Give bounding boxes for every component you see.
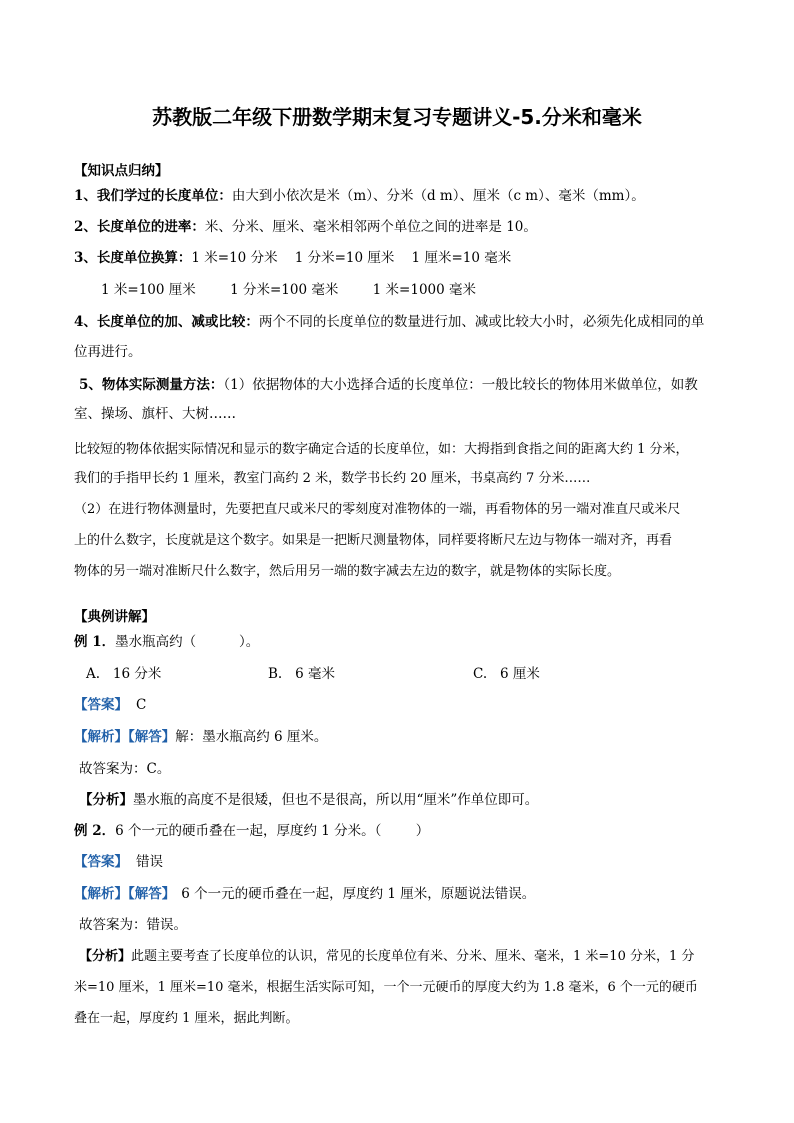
knowledge-point-1-text: 由大到小依次是米（m）、分米（d m）、厘米（c m）、毫米（mm）。 [231, 188, 645, 204]
knowledge-point-5 [79, 376, 698, 394]
knowledge-point-5-line-2: 室、操场、旗杆、大树…… [74, 406, 236, 422]
knowledge-point-5-label: 5、物体实际测量方法： [79, 377, 224, 393]
example-1-analysis-tag: 【解析】【解答】 [74, 729, 176, 745]
knowledge-point-4-text: 两个不同的长度单位的数量进行加、减或比较大小时，必须先化成相同的单 [258, 314, 705, 330]
example-2-label: 例 2． [74, 823, 116, 839]
example-2-fenxi-text: 此题主要考查了长度单位的认识，常见的长度单位有米、分米、厘米、毫米，1 米=10 分米，1 分 [131, 949, 695, 964]
example-1-answer [74, 696, 146, 714]
example-2-analysis-tag: 【解析】【解答】 [74, 886, 176, 902]
knowledge-point-4-label: 4、长度单位的加、减或比较： [74, 314, 259, 330]
example-2-answer-tag: 【答案】 [74, 854, 128, 870]
example-2-fenxi [79, 948, 694, 966]
example-1-conclusion: 故答案为：C。 [79, 761, 171, 777]
example-1-option-a: A. 16 分米 [86, 666, 162, 682]
knowledge-point-4-line-2: 位再进行。 [74, 344, 142, 360]
example-1-fenxi-tag: 【分析】 [79, 792, 133, 808]
knowledge-point-3 [74, 249, 511, 267]
example-1-option-b: B. 6 毫米 [268, 666, 335, 682]
example-1-option-c: C. 6 厘米 [473, 666, 540, 682]
example-2-analysis [74, 885, 535, 903]
knowledge-point-1-label: 1、我们学过的长度单位： [74, 188, 232, 204]
example-2-analysis-text: 6 个一元的硬币叠在一起，厚度约 1 厘米，原题说法错误。 [181, 886, 536, 902]
example-1-analysis [74, 728, 327, 746]
knowledge-point-5-line-5: （2）在进行物体测量时，先要把直尺或米尺的零刻度对准物体的一端，再看物体的另一端对准直尺或米尺 [74, 502, 681, 517]
example-2-conclusion: 故答案为：错误。 [79, 917, 187, 933]
knowledge-heading: 【知识点归纳】 [74, 163, 169, 179]
knowledge-point-5-line-4: 我们的手指甲长约 1 厘米，教室门高约 2 米，数学书长约 20 厘米，书桌高约 7 分米…… [74, 471, 591, 486]
example-1-fenxi-text: 墨水瓶的高度不是很矮，但也不是很高，所以用“厘米”作单位即可。 [133, 792, 539, 808]
knowledge-point-3-label: 3、长度单位换算： [74, 250, 192, 266]
knowledge-point-2-label: 2、长度单位的进率： [74, 219, 205, 235]
knowledge-point-4 [74, 313, 704, 331]
knowledge-point-5-line-3: 比较短的物体依据实际情况和显示的数字确定合适的长度单位，如：大拇指到食指之间的距离大约 1 分米， [74, 442, 689, 457]
example-1-label: 例 1． [74, 634, 116, 650]
example-1-analysis-text: 解：墨水瓶高约 6 厘米。 [175, 729, 328, 745]
example-2-question-line [74, 822, 429, 840]
knowledge-point-5-line-7: 物体的另一端对准断尺什么数字，然后用另一端的数字减去左边的数字，就是物体的实际长度。 [74, 564, 621, 579]
example-1-answer-value: C [136, 697, 147, 713]
page-title: 苏教版二年级下册数学期末复习专题讲义-5.分米和毫米 [152, 105, 642, 129]
example-2-question: 6 个一元的硬币叠在一起，厚度约 1 分米。（ ） [115, 823, 430, 839]
example-2-fenxi-line-3: 叠在一起，厚度约 1 厘米，据此判断。 [74, 1011, 299, 1026]
knowledge-point-1 [74, 187, 645, 205]
example-2-fenxi-tag: 【分析】 [79, 949, 132, 964]
example-1-fenxi [79, 791, 538, 809]
example-1-answer-tag: 【答案】 [74, 697, 128, 713]
knowledge-point-3-line-2: 1 米=100 厘米 1 分米=100 毫米 1 米=1000 毫米 [101, 282, 477, 298]
examples-heading: 【典例讲解】 [74, 609, 155, 625]
knowledge-point-2-text: 米、分米、厘米、毫米相邻两个单位之间的进率是 10。 [204, 219, 537, 235]
example-1-question: 墨水瓶高约（ ）。 [115, 634, 260, 650]
example-2-answer-value: 错误 [136, 854, 163, 870]
example-2-fenxi-line-2: 米=10 厘米，1 厘米=10 毫米，根据生活实际可知，一个一元硬币的厚度大约为 1.8 毫米，6 个一元的硬币 [74, 980, 698, 995]
knowledge-point-2 [74, 218, 537, 236]
example-2-answer [74, 853, 163, 871]
knowledge-point-5-text: （1）依据物体的大小选择合适的长度单位：一般比较长的物体用米做单位，如教 [223, 377, 698, 393]
example-1-question-line [74, 633, 259, 651]
knowledge-point-5-line-6: 上的什么数字，长度就是这个数字。如果是一把断尺测量物体，同样要将断尺左边与物体一端对齐，再看 [74, 533, 673, 548]
knowledge-point-3-text: 1 米=10 分米 1 分米=10 厘米 1 厘米=10 毫米 [191, 250, 512, 266]
